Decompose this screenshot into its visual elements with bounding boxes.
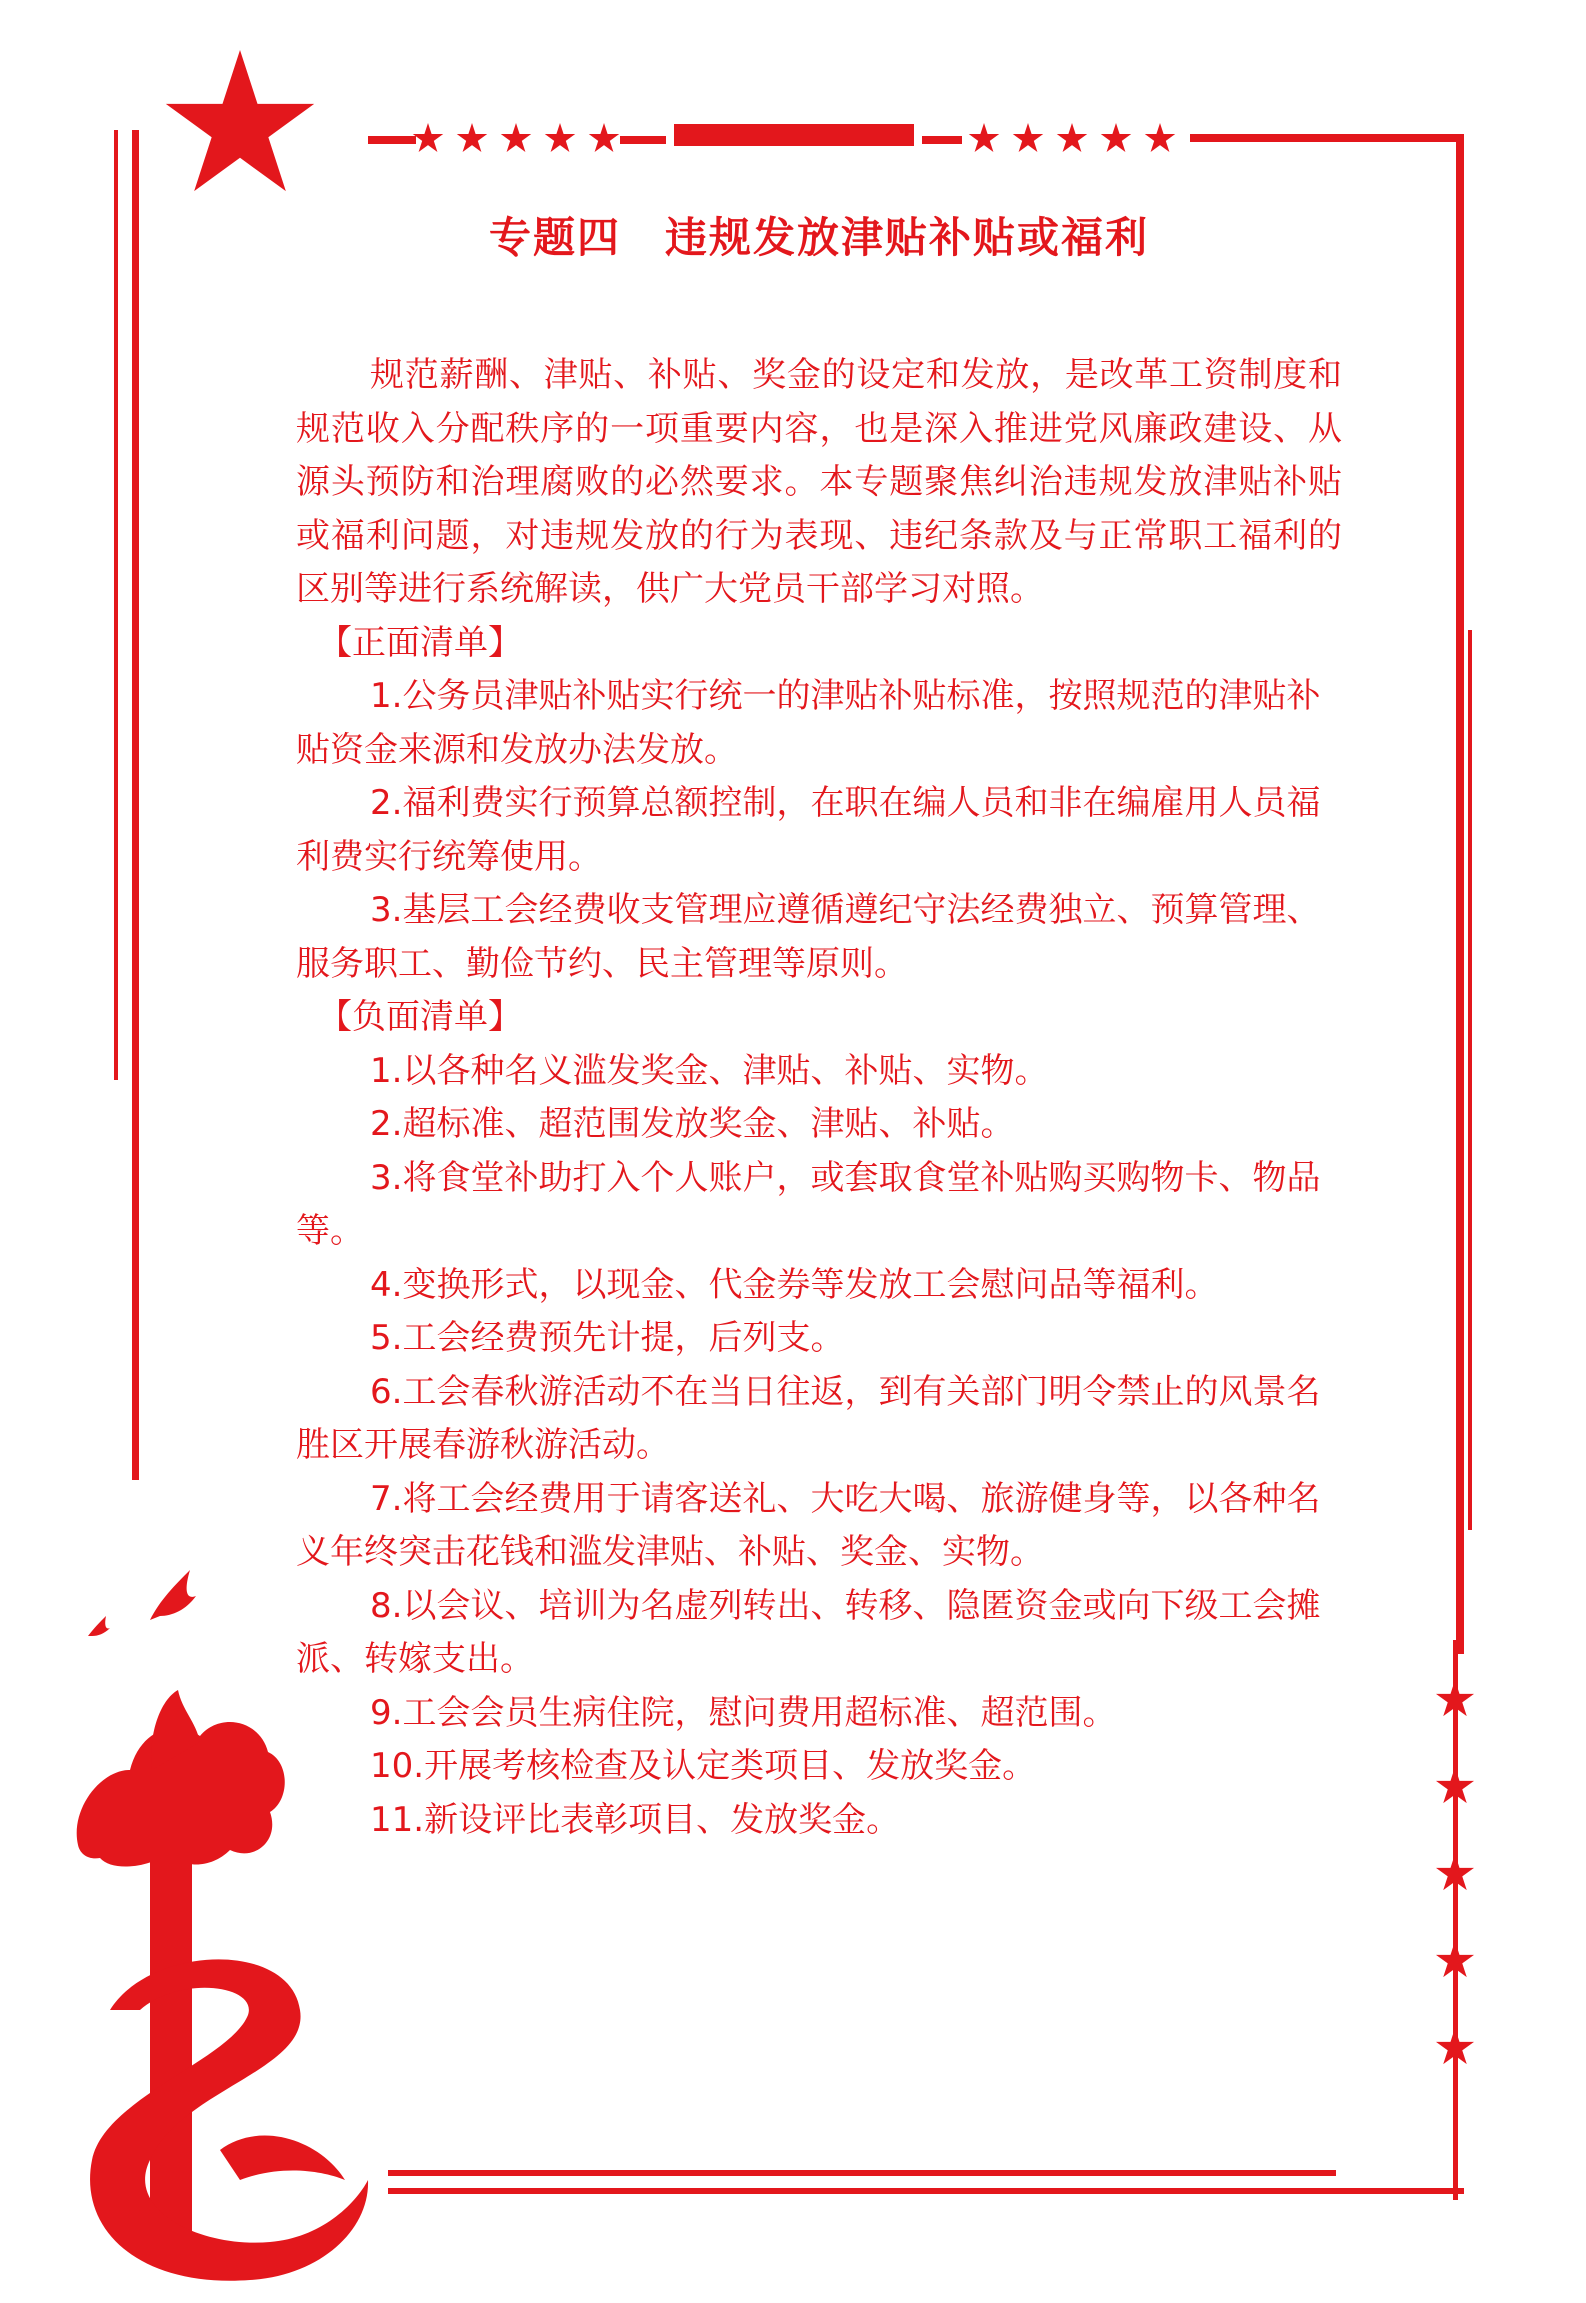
list-item: 9.工会会员生病住院，慰问费用超标准、超范围。 — [370, 1692, 1117, 1733]
page-title: 专题四 违规发放津贴补贴或福利 — [488, 213, 1149, 262]
star-icon — [1057, 123, 1087, 152]
top-border — [368, 124, 1462, 146]
star-icon — [413, 123, 443, 152]
star-icon — [457, 123, 487, 152]
positive-list-heading: 【正面清单】 — [318, 622, 522, 663]
star-row-right — [969, 123, 1175, 152]
positive-list — [296, 617, 1342, 992]
star-icon — [1145, 123, 1175, 152]
star-icon — [1013, 123, 1043, 152]
negative-list-heading: 【负面清单】 — [318, 997, 522, 1037]
list-item: 8.以会议、培训为名虚列转出、转移、隐匿资金或向下级工会摊派、转嫁支出。 — [296, 1585, 1321, 1679]
list-item: 3.基层工会经费收支管理应遵循遵纪守法经费独立、预算管理、服务职工、勤俭节约、民主管理等原则。 — [296, 890, 1321, 984]
list-item: 2.福利费实行预算总额控制，在职在编人员和非在编雇用人员福利费实行统筹使用。 — [296, 783, 1321, 877]
list-item: 4.变换形式，以现金、代金券等发放工会慰问品等福利。 — [370, 1264, 1219, 1305]
document-body — [296, 205, 1342, 1847]
star-icon — [166, 50, 314, 191]
list-item: 2.超标准、超范围发放奖金、津贴、补贴。 — [370, 1104, 1015, 1144]
list-item: 1.以各种名义滥发奖金、津贴、补贴、实物。 — [370, 1050, 1049, 1091]
list-item: 3.将食堂补助打入个人账户，或套取食堂补贴购买购物卡、物品等。 — [296, 1157, 1321, 1251]
list-item: 11.新设评比表彰项目、发放奖金。 — [370, 1799, 901, 1840]
intro-paragraph: 规范薪酬、津贴、补贴、奖金的设定和发放，是改革工资制度和规范收入分配秩序的一项重要内容，也是深入推进党风廉政建设、从源头预防和治理腐败的必然要求。本专题聚焦纠治违规发放津贴补贴或福利问题，对违规发放的行为表现、违纪条款及与正常职工福利的区别等进行系统解读，供广大党员干部学习对照。 — [296, 355, 1342, 609]
list-item: 5.工会经费预先计提，后列支。 — [370, 1318, 845, 1358]
negative-list — [296, 991, 1342, 1847]
star-icon — [545, 123, 575, 152]
star-icon — [969, 123, 999, 152]
star-icon — [1101, 123, 1131, 152]
list-item: 6.工会春秋游活动不在当日往返，到有关部门明令禁止的风景名胜区开展春游秋游活动。 — [296, 1371, 1321, 1465]
star-icon — [589, 123, 619, 152]
list-item: 10.开展考核检查及认定类项目、发放奖金。 — [370, 1746, 1037, 1786]
list-item: 1.公务员津贴补贴实行统一的津贴补贴标准，按照规范的津贴补贴资金来源和发放办法发放。 — [296, 676, 1321, 770]
list-item: 7.将工会经费用于请客送礼、大吃大喝、旅游健身等，以各种名义年终突击花钱和滥发津贴、补贴、奖金、实物。 — [296, 1478, 1321, 1572]
star-icon — [501, 123, 531, 152]
dove-icon — [150, 1570, 196, 1620]
dove-icon — [88, 1616, 110, 1636]
star-row-left — [413, 123, 666, 152]
right-star-column — [1436, 1640, 1474, 2200]
